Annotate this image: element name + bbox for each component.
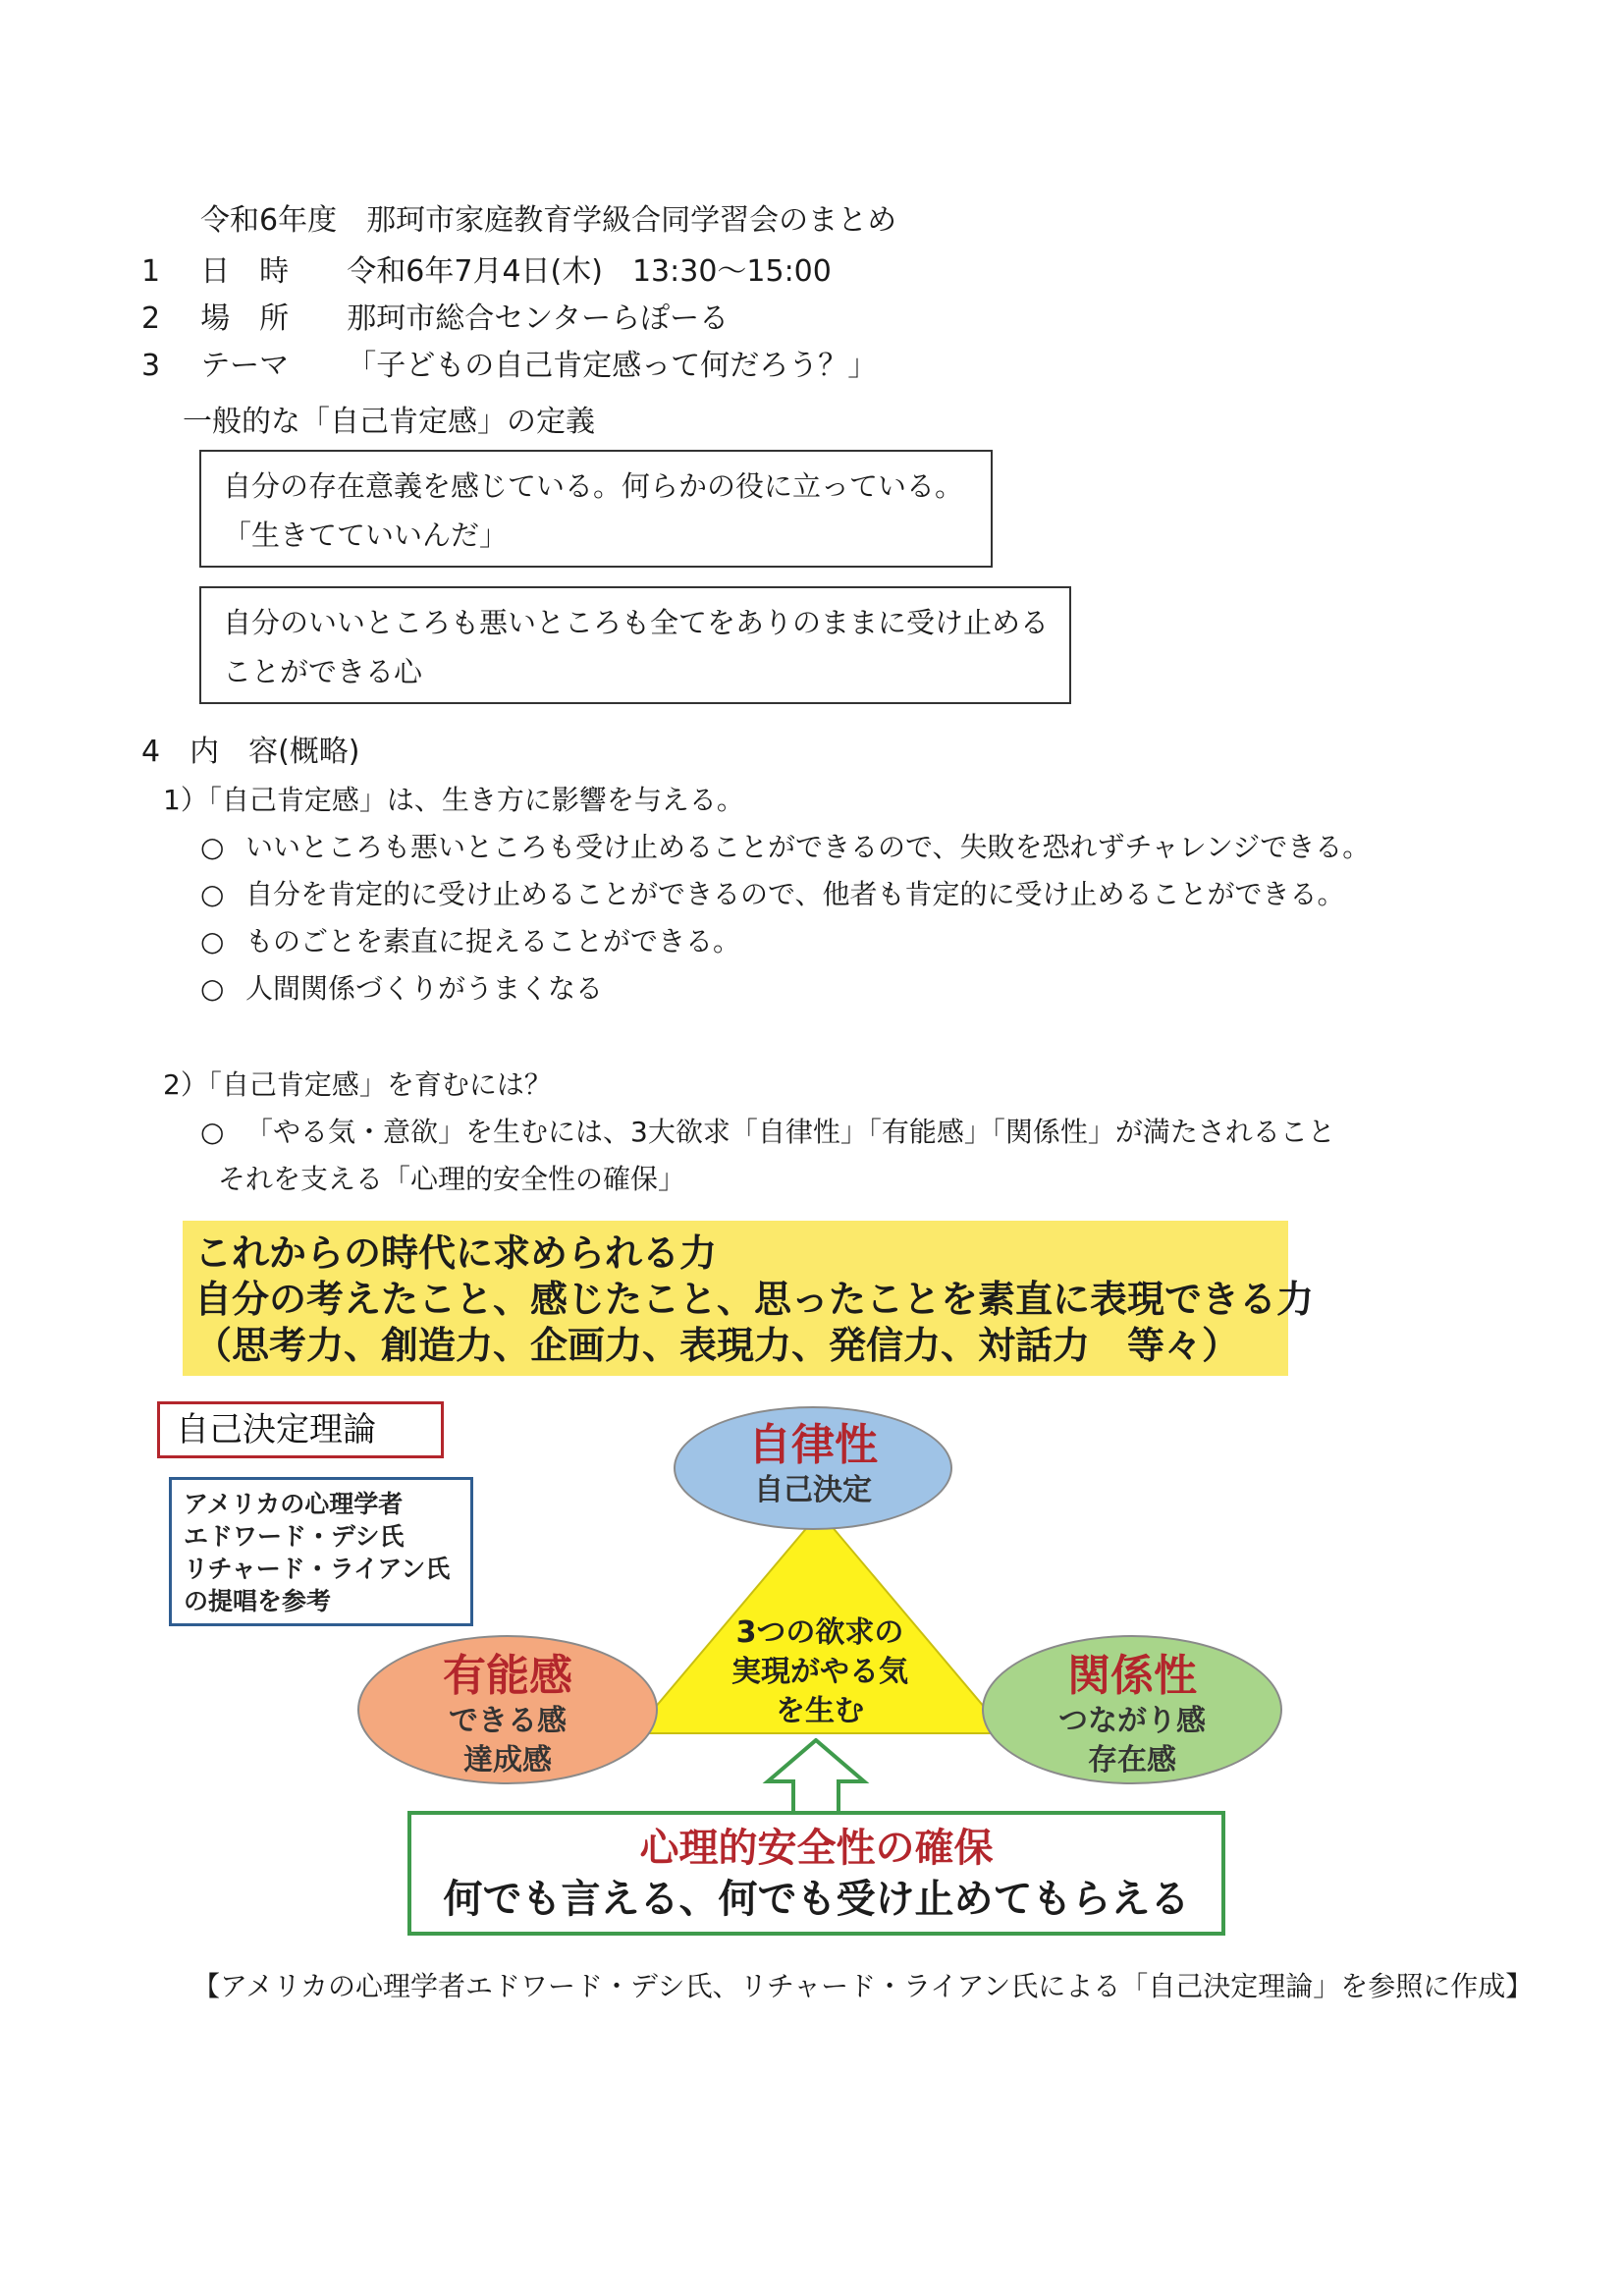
relatedness-sub: 存在感 — [1088, 1743, 1176, 1777]
center-line: を生む — [776, 1694, 864, 1728]
reference-line: アメリカの心理学者 — [184, 1490, 404, 1518]
list-item-text: 「やる気・意欲」を生むには、3大欲求「自律性」「有能感」「関係性」が満たされること — [245, 1116, 1335, 1148]
relatedness-sub: つながり感 — [1058, 1704, 1206, 1738]
subsection-1-title: 1）「自己肯定感」は、生き方に影響を与える。 — [163, 784, 744, 816]
info-num: 1 — [141, 254, 161, 289]
competence-ellipse — [357, 1635, 658, 1784]
info-value: 令和6年7月4日(木) 13:30～15:00 — [347, 254, 832, 289]
autonomy-title: 自律性 — [748, 1420, 878, 1470]
circle-bullet-icon: ○ — [200, 831, 225, 863]
highlight-line: （思考力、創造力、企画力、表現力、発信力、対話力 等々） — [194, 1324, 1240, 1367]
relatedness-title: 関係性 — [1067, 1651, 1197, 1701]
circle-bullet-icon: ○ — [200, 878, 225, 910]
up-arrow-icon — [762, 1738, 870, 1817]
definition-label: 一般的な「自己肯定感」の定義 — [183, 405, 595, 439]
info-value: 「子どもの自己肯定感って何だろう？」 — [347, 349, 878, 383]
center-line: 実現がやる気 — [731, 1655, 908, 1689]
info-num: 2 — [141, 301, 161, 336]
circle-bullet-icon: ○ — [200, 972, 225, 1005]
info-num: 3 — [141, 349, 161, 383]
list-item-text: いいところも悪いところも受け止めることができるので、失敗を恐れずチャレンジできる。 — [245, 831, 1371, 863]
info-theme — [141, 348, 877, 385]
reference-line: エドワード・デシ氏 — [184, 1522, 405, 1551]
list-item-text: ものごとを素直に捉えることができる。 — [245, 925, 741, 957]
info-label: 場 所 — [200, 301, 290, 336]
content-heading: 4 内 容(概略) — [141, 735, 360, 769]
arrow-shape — [768, 1740, 864, 1815]
list-item — [200, 877, 1344, 912]
list-item-continuation: それを支える「心理的安全性の確保」 — [218, 1163, 686, 1195]
reference-line: リチャード・ライアン氏 — [184, 1555, 451, 1583]
highlight-line: 自分の考えたこと、感じたこと、思ったことを素直に表現できる力 — [194, 1278, 1315, 1321]
footer-note: 【アメリカの心理学者エドワード・デシ氏、リチャード・ライアン氏による「自己決定理論」を参照に作成】 — [192, 1970, 1534, 2002]
list-item — [200, 1115, 1335, 1150]
autonomy-ellipse — [674, 1406, 952, 1530]
reference-box — [169, 1477, 473, 1626]
page-title: 令和6年度 那珂市家庭教育学級合同学習会のまとめ — [200, 203, 897, 238]
highlight-box — [183, 1221, 1315, 1376]
relatedness-ellipse — [982, 1635, 1282, 1784]
safety-sub: 何でも言える、何でも受け止めてもらえる — [443, 1877, 1190, 1922]
list-item-text: 自分を肯定的に受け止めることができるので、他者も肯定的に受け止めることができる。 — [245, 878, 1345, 910]
definition-line: 「生きてていいんだ」 — [223, 519, 509, 552]
info-place — [141, 301, 729, 338]
circle-bullet-icon: ○ — [200, 925, 225, 957]
list-item — [200, 971, 603, 1007]
definition-box-2 — [199, 586, 1071, 704]
subsection-2-title: 2）「自己肯定感」を育むには？ — [163, 1068, 552, 1101]
psychological-safety-box — [407, 1811, 1225, 1936]
theory-title: 自己決定理論 — [157, 1401, 444, 1458]
competence-title: 有能感 — [443, 1651, 572, 1701]
info-value: 那珂市総合センターらぽーる — [347, 301, 730, 336]
definition-line: 自分のいいところも悪いところも全てをありのままに受け止める — [223, 606, 1050, 639]
circle-bullet-icon: ○ — [200, 1116, 225, 1148]
definition-line: ことができる心 — [223, 655, 423, 688]
list-item-text: 人間関係づくりがうまくなる — [245, 972, 604, 1005]
definition-line: 自分の存在意義を感じている。何らかの役に立っている。 — [223, 469, 964, 503]
info-label: テーマ — [200, 349, 290, 383]
triangle-center-text — [687, 1613, 952, 1731]
definition-box-1 — [199, 450, 993, 568]
info-datetime — [141, 253, 832, 291]
reference-line: の提唱を参考 — [184, 1587, 332, 1615]
safety-title: 心理的安全性の確保 — [639, 1826, 994, 1871]
autonomy-sub: 自己決定 — [754, 1473, 872, 1507]
list-item — [200, 924, 740, 959]
center-line: 3つの欲求の — [735, 1615, 904, 1650]
highlight-line: これからの時代に求められる力 — [194, 1231, 718, 1275]
competence-sub: できる感 — [449, 1704, 567, 1738]
competence-sub: 達成感 — [463, 1743, 552, 1777]
info-label: 日 時 — [200, 254, 290, 289]
list-item — [200, 830, 1370, 865]
